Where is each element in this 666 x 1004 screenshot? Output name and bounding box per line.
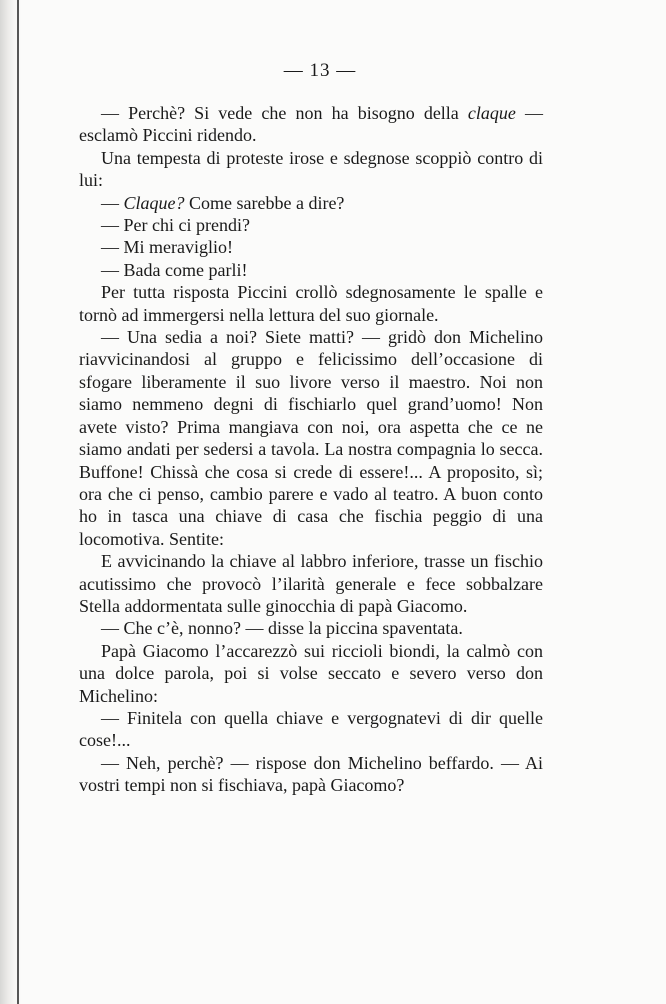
paragraph-p7 xyxy=(79,281,543,326)
paragraph-p9 xyxy=(79,550,543,617)
text-run: — Bada come parli! xyxy=(101,259,248,280)
paragraph-p2 xyxy=(79,147,543,192)
text-run: — Finitela con quella chiave e vergognatevi di dir quelle cose!... xyxy=(79,707,543,751)
text-run: Per tutta risposta Piccini crollò sdegnosamente le spalle e tornò ad immergersi nella lettura del suo giornale. xyxy=(79,282,543,325)
text-run: — esclamò Piccini ridendo. xyxy=(79,103,544,146)
paragraph-p12 xyxy=(79,707,543,752)
paragraph-p3 xyxy=(79,192,543,214)
paragraph-p6 xyxy=(79,259,543,281)
paragraph-p5 xyxy=(79,236,543,258)
text-run: — Per chi ci prendi? xyxy=(101,215,250,236)
text-run: — xyxy=(101,192,124,213)
text-run: Papà Giacomo l’accarezzò sui riccioli biondi, la calmò con una dolce parola, poi si volse seccato e severo verso don Michelino: xyxy=(79,640,543,706)
text-run: — Una sedia a noi? Siete matti? — gridò don Michelino riavvicinandosi al gruppo e felicissimo dell’occasione di sfogare liberamente il suo livore verso il maestro. Noi non siamo nemmeno degni di fischiarlo quel grand’uomo! Non avete visto? Prima mangiava con noi, ora aspetta che ce ne siamo andati per sedersi a tavola. La nostra compagnia lo secca. Buffone! Chissà che cosa si crede di essere!... A proposito, sì; ora che ci penso, cambio parere e vado al teatro. A buon conto ho in tasca una chiave di casa che fischia peggio di una locomotiva. Sentite: xyxy=(79,327,543,549)
text-run: — Neh, perchè? — rispose don Michelino beffardo. — Ai vostri tempi non si fischiava, papà Giacomo? xyxy=(79,752,543,796)
text-run: E avvicinando la chiave al labbro inferiore, trasse un fischio acutissimo che provocò l’ilarità generale e fece sobbalzare Stella addormentata sulle ginocchia di papà Giacomo. xyxy=(79,551,543,616)
text-run: — Perchè? Si vede che non ha bisogno della xyxy=(101,103,468,123)
text-run: Come sarebbe a dire? xyxy=(184,192,345,213)
text-run: — Mi meraviglio! xyxy=(101,237,233,258)
italic-run: Claque? xyxy=(123,192,185,213)
italic-run: claque xyxy=(467,103,516,123)
binding-line xyxy=(17,0,19,1004)
text-run: — Che c’è, nonno? — disse la piccina spaventata. xyxy=(101,618,463,639)
page-number: — 13 — xyxy=(283,60,357,81)
paragraph-p10 xyxy=(79,617,543,639)
body-text xyxy=(79,102,543,797)
paragraph-p8 xyxy=(79,326,543,550)
paragraph-p4 xyxy=(79,214,543,236)
paragraph-p11 xyxy=(79,640,543,707)
text-run: Una tempesta di proteste irose e sdegnose scoppiò contro di lui: xyxy=(79,147,543,191)
paragraph-p13 xyxy=(79,752,543,797)
paragraph-p1 xyxy=(79,102,543,147)
